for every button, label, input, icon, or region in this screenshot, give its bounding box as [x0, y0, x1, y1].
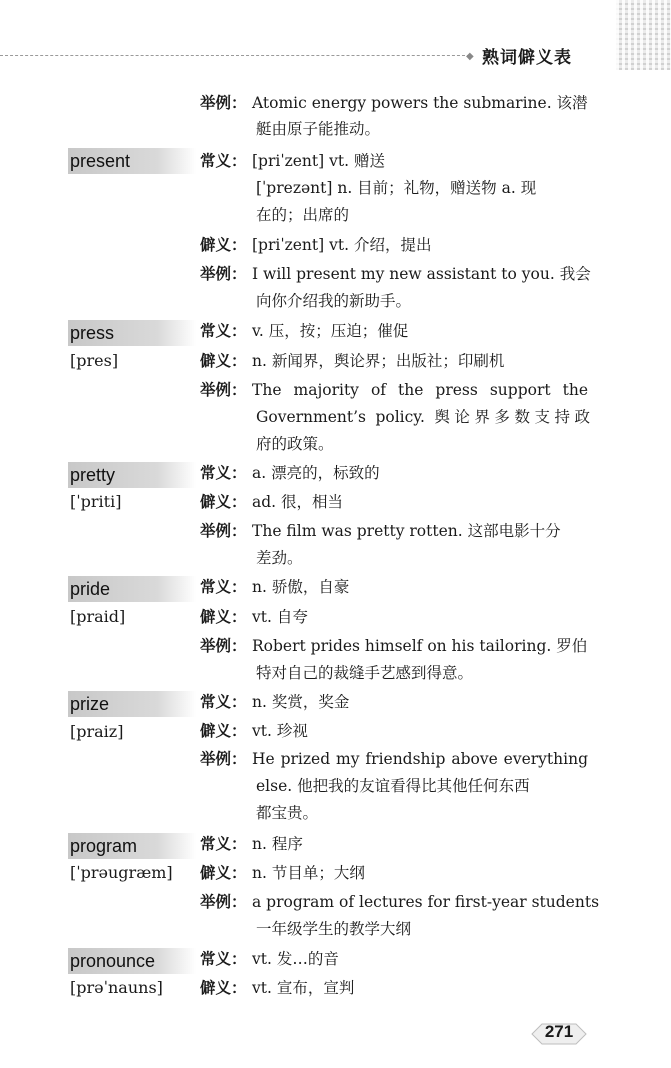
common-label: 常义： [200, 835, 247, 853]
common-meaning: 在的；出席的 [256, 206, 350, 224]
common-label: 常义： [200, 578, 247, 596]
rare-meaning: vt. 自夸 [252, 608, 308, 626]
rare-meaning: n. 新闻界，舆论界；出版社；印刷机 [252, 352, 505, 370]
example-line: 差劲。 [256, 549, 303, 567]
example-label: 举例： [200, 94, 247, 112]
headword-pride: pride [68, 576, 196, 602]
common-meaning: n. 骄傲，自豪 [252, 578, 350, 596]
rare-label: 僻义： [200, 979, 247, 997]
example-label: 举例： [200, 893, 247, 911]
example-label: 举例： [200, 522, 247, 540]
phonetic: [praiz] [70, 722, 124, 741]
rare-meaning: n. 节目单；大纲 [252, 864, 365, 882]
example-line: 府的政策。 [256, 435, 334, 453]
headword-press: press [68, 320, 196, 346]
headword-pronounce: pronounce [68, 948, 196, 974]
common-label: 常义： [200, 464, 247, 482]
example-line: a program of lectures for first-year students [252, 893, 600, 911]
rare-label: 僻义： [200, 864, 247, 882]
common-label: 常义： [200, 950, 247, 968]
example-line: Robert prides himself on his tailoring. 罗伯 [252, 637, 588, 655]
common-label: 常义： [200, 693, 247, 711]
example-label: 举例： [200, 381, 247, 399]
headword-pretty: pretty [68, 462, 196, 488]
example-line: 向你介绍我的新助手。 [256, 292, 412, 310]
common-meaning: n. 程序 [252, 835, 303, 853]
example-line: The majority of the press support the [252, 381, 588, 399]
rare-label: 僻义： [200, 608, 247, 626]
rare-meaning: vt. 珍视 [252, 722, 308, 740]
example-label: 举例： [200, 637, 247, 655]
phonetic: [prəˈnauns] [70, 978, 163, 997]
page-number-badge [528, 1020, 590, 1048]
example-label: 举例： [200, 265, 247, 283]
phonetic: [praid] [70, 607, 126, 626]
example-line: The film was pretty rotten. 这部电影十分 [252, 522, 561, 540]
rare-meaning: vt. 宣布，宣判 [252, 979, 355, 997]
common-meaning: [ˈprezənt] n. 目前；礼物，赠送物 a. 现 [256, 179, 537, 197]
common-meaning: n. 奖赏，奖金 [252, 693, 350, 711]
rare-label: 僻义： [200, 352, 247, 370]
header-bullet: ◆ [466, 51, 474, 62]
phonetic: [ˈpriti] [70, 492, 122, 511]
rare-label: 僻义： [200, 493, 247, 511]
example-line: Government’s policy. 舆论界多数支持政 [256, 408, 590, 426]
example-line: 一年级学生的教学大纲 [256, 920, 412, 938]
example-line: 特对自己的裁缝手艺感到得意。 [256, 664, 474, 682]
example-line: Atomic energy powers the submarine. 该潜 [252, 94, 588, 112]
headword-prize: prize [68, 691, 196, 717]
rare-meaning: [priˈzent] vt. 介绍，提出 [252, 236, 432, 254]
running-head: 熟词僻义表 [482, 48, 572, 68]
example-label: 举例： [200, 750, 247, 768]
corner-decoration [616, 0, 671, 70]
headword-present: present [68, 148, 196, 174]
rare-meaning: ad. 很，相当 [252, 493, 344, 511]
common-label: 常义： [200, 322, 247, 340]
example-line: else. 他把我的友谊看得比其他任何东西 [256, 777, 530, 795]
common-meaning: a. 漂亮的，标致的 [252, 464, 380, 482]
header-rule [0, 55, 470, 56]
example-line: He prized my friendship above everything [252, 750, 588, 768]
phonetic: [ˈprəugræm] [70, 863, 173, 882]
common-meaning: v. 压，按；压迫；催促 [252, 322, 409, 340]
common-meaning: vt. 发…的音 [252, 950, 339, 968]
headword-program: program [68, 833, 196, 859]
common-label: 常义： [200, 152, 247, 170]
example-line: I will present my new assistant to you. 我会 [252, 265, 591, 283]
example-line: 都宝贵。 [256, 804, 319, 822]
page-number: 271 [544, 1022, 574, 1041]
common-meaning: [priˈzent] vt. 赠送 [252, 152, 385, 170]
rare-label: 僻义： [200, 722, 247, 740]
rare-label: 僻义： [200, 236, 247, 254]
example-line: 艇由原子能推动。 [256, 120, 381, 138]
phonetic: [pres] [70, 351, 119, 370]
